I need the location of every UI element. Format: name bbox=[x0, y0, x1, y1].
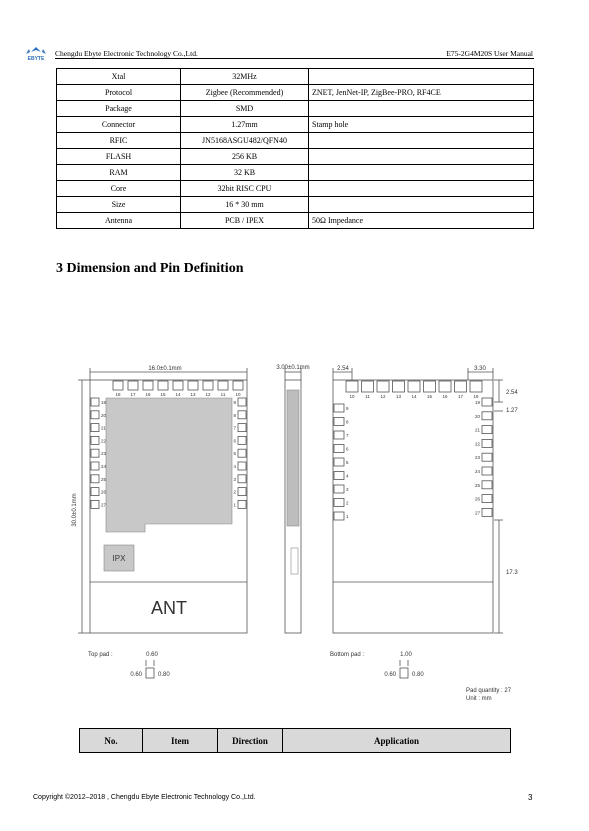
pin-pad bbox=[91, 500, 99, 508]
side-ipex bbox=[291, 548, 298, 574]
pin-number: 18 bbox=[115, 392, 121, 397]
top-view bbox=[72, 366, 247, 633]
pad-details bbox=[88, 652, 512, 702]
pin-pad bbox=[91, 449, 99, 457]
pin-number: 20 bbox=[101, 412, 107, 418]
spec-name: RFIC bbox=[57, 133, 181, 149]
pad-height-right-label: 0.80 bbox=[158, 672, 170, 678]
pin-pad bbox=[91, 475, 99, 483]
pin-number: 16 bbox=[442, 394, 448, 399]
pad-height-left-label: 0.60 bbox=[130, 672, 142, 678]
pin-number: 3 bbox=[233, 476, 236, 482]
col-no: No. bbox=[80, 729, 143, 753]
pin-number: 13 bbox=[190, 392, 196, 397]
pin-number: 17 bbox=[130, 392, 136, 397]
pin-number: 15 bbox=[426, 394, 433, 399]
pin-number: 18 bbox=[473, 394, 479, 399]
pin-pad bbox=[482, 481, 492, 489]
pin-number: 19 bbox=[474, 400, 480, 405]
pin-number: 26 bbox=[474, 496, 480, 502]
spec-name: Size bbox=[57, 197, 181, 213]
pin-pad bbox=[113, 381, 123, 390]
pin-number: 15 bbox=[160, 392, 166, 397]
spec-name: Antenna bbox=[57, 213, 181, 229]
pin-pad bbox=[482, 412, 492, 420]
pin-number: 5 bbox=[346, 460, 349, 465]
pin-pad bbox=[334, 485, 344, 493]
pin-pad bbox=[482, 453, 492, 461]
pin-pad bbox=[91, 398, 99, 406]
pin-number: 22 bbox=[474, 441, 480, 447]
page-number: 3 bbox=[528, 793, 533, 802]
pin-pad bbox=[482, 495, 492, 503]
pin-number: 1 bbox=[346, 514, 349, 519]
pin-pad bbox=[482, 467, 492, 475]
pin-pad bbox=[91, 488, 99, 496]
pin-number: 7 bbox=[233, 425, 236, 431]
spec-name: Connector bbox=[57, 117, 181, 133]
pin-number: 11 bbox=[220, 392, 226, 397]
pin-number: 8 bbox=[346, 419, 349, 425]
pin-number: 16 bbox=[145, 392, 151, 397]
col-direction: Direction bbox=[218, 729, 283, 753]
pad-label: Bottom pad : bbox=[330, 652, 365, 658]
pin-number: 21 bbox=[101, 425, 107, 431]
spec-value: JN5168ASGU482/QFN40 bbox=[181, 133, 309, 149]
pin-pad bbox=[334, 431, 344, 439]
pin-number: 13 bbox=[395, 394, 402, 399]
pin-number: 25 bbox=[101, 476, 107, 482]
logo-text: EBYTE bbox=[27, 56, 45, 61]
pin-pad bbox=[334, 445, 344, 453]
pin-number: 12 bbox=[205, 392, 211, 397]
pin-pad bbox=[233, 381, 243, 390]
pin-pad bbox=[128, 381, 138, 390]
pin-pad bbox=[334, 404, 344, 412]
pad-shape bbox=[400, 668, 408, 678]
pin-pad bbox=[334, 418, 344, 426]
pin-pad bbox=[470, 381, 482, 392]
pin-pad bbox=[238, 475, 246, 483]
pin-pad bbox=[482, 508, 492, 516]
ant-label: ANT bbox=[151, 598, 187, 618]
col-application: Application bbox=[283, 729, 511, 753]
pin-pad bbox=[393, 381, 405, 392]
side-view bbox=[276, 365, 309, 633]
application-table bbox=[79, 728, 511, 753]
spec-name: Package bbox=[57, 101, 181, 117]
pin-pad bbox=[377, 381, 389, 392]
spec-value: 32MHz bbox=[181, 69, 309, 85]
pin-pad bbox=[238, 436, 246, 444]
pin-number: 10 bbox=[235, 392, 241, 397]
pin-number: 9 bbox=[346, 406, 349, 411]
pin-pad bbox=[482, 426, 492, 434]
pin-number: 2 bbox=[346, 500, 349, 506]
pin-number: 20 bbox=[474, 413, 480, 419]
spec-value: 256 KB bbox=[181, 149, 309, 165]
section-title: 3 Dimension and Pin Definition bbox=[56, 261, 244, 276]
pin-number: 6 bbox=[346, 446, 349, 452]
pad-width-label: 1.00 bbox=[400, 652, 412, 658]
bottom-view bbox=[333, 366, 518, 633]
pin-pad bbox=[143, 381, 153, 390]
footer-copyright: Copyright ©2012–2018 , Chengdu Ebyte Electronic Technology Co.,Ltd. bbox=[33, 794, 256, 801]
spec-name: Xtal bbox=[57, 69, 181, 85]
spec-name: FLASH bbox=[57, 149, 181, 165]
pin-pad bbox=[455, 381, 467, 392]
bottom-outline bbox=[333, 380, 493, 633]
unit-label: Unit : mm bbox=[466, 696, 492, 702]
pin-number: 1 bbox=[233, 502, 236, 508]
pin-pad bbox=[334, 458, 344, 466]
spec-note: 50Ω Impedance bbox=[309, 213, 534, 229]
pin-pad bbox=[238, 488, 246, 496]
ipex-label: IPX bbox=[112, 554, 126, 563]
pin-number: 12 bbox=[380, 394, 386, 399]
pin-pad bbox=[424, 381, 436, 392]
pin-number: 5 bbox=[233, 451, 236, 457]
pin-number: 8 bbox=[233, 412, 236, 418]
spec-name: Core bbox=[57, 181, 181, 197]
pin-pad bbox=[334, 472, 344, 480]
right-dim-label: 3.30 bbox=[474, 366, 486, 372]
pin-number: 14 bbox=[175, 392, 181, 397]
pin-pad bbox=[203, 381, 213, 390]
pad-shape bbox=[146, 668, 154, 678]
pad-width-label: 0.60 bbox=[146, 652, 158, 658]
pin-number: 3 bbox=[346, 487, 349, 492]
spec-value: 32 KB bbox=[181, 165, 309, 181]
thickness-dim-label: 3.00±0.1mm bbox=[276, 365, 310, 371]
height-dim-label: 30.0±0.1mm bbox=[72, 493, 78, 527]
pin-pad bbox=[91, 462, 99, 470]
width-dim-label: 16.0±0.1mm bbox=[148, 366, 182, 372]
spec-value: SMD bbox=[181, 101, 309, 117]
pin-number: 23 bbox=[474, 455, 480, 461]
pin-pad bbox=[439, 381, 451, 392]
header-doc-title: E75-2G4M20S User Manual bbox=[446, 49, 533, 58]
pin-number: 7 bbox=[346, 433, 349, 438]
pin-number: 11 bbox=[365, 394, 370, 399]
pin-pad bbox=[238, 398, 246, 406]
spec-note: Stamp hole bbox=[309, 117, 534, 133]
pin-number: 25 bbox=[474, 482, 480, 488]
pin-pad bbox=[362, 381, 374, 392]
pin-number: 17 bbox=[457, 394, 464, 399]
pin-pad bbox=[334, 512, 344, 520]
shield-can bbox=[106, 398, 232, 532]
col-item: Item bbox=[143, 729, 218, 753]
pin-pad bbox=[238, 500, 246, 508]
pin-pad bbox=[482, 439, 492, 447]
pin-number: 4 bbox=[233, 464, 236, 469]
pad-label: Top pad : bbox=[88, 652, 113, 658]
pin-number: 19 bbox=[101, 400, 107, 405]
spec-name: RAM bbox=[57, 165, 181, 181]
pin-number: 14 bbox=[411, 394, 417, 399]
pad-quantity: Pad quantity : 27 bbox=[466, 688, 512, 694]
pin-number: 24 bbox=[101, 464, 107, 469]
pin-pad bbox=[334, 499, 344, 507]
pin-pad bbox=[173, 381, 183, 390]
pin-number: 4 bbox=[346, 473, 349, 479]
pad-height-left-label: 0.60 bbox=[384, 672, 396, 678]
spec-name: Protocol bbox=[57, 85, 181, 101]
pin-pad bbox=[238, 462, 246, 470]
height-dim-label: 17.3 bbox=[506, 570, 518, 576]
side-shield bbox=[287, 390, 299, 526]
pin-pad bbox=[346, 381, 358, 392]
pin-number: 6 bbox=[233, 438, 236, 444]
pin-number: 9 bbox=[233, 400, 236, 405]
application-table-header bbox=[80, 729, 511, 753]
pin-number: 22 bbox=[101, 438, 107, 444]
pad-height-right-label: 0.80 bbox=[412, 672, 424, 678]
pin-pad bbox=[238, 424, 246, 432]
pin-pad bbox=[158, 381, 168, 390]
pin-number: 27 bbox=[474, 510, 480, 516]
pitch-dim-a-label: 2.54 bbox=[506, 390, 518, 396]
pin-number: 10 bbox=[349, 394, 355, 399]
pin-pad bbox=[91, 411, 99, 419]
spec-value: 32bit RISC CPU bbox=[181, 181, 309, 197]
pin-pad bbox=[91, 436, 99, 444]
pin-number: 2 bbox=[233, 489, 236, 495]
spec-value: PCB / IPEX bbox=[181, 213, 309, 229]
pin-pad bbox=[238, 411, 246, 419]
spec-value: 16 * 30 mm bbox=[181, 197, 309, 213]
pin-pad bbox=[482, 398, 492, 406]
header-company: Chengdu Ebyte Electronic Technology Co.,Ltd. bbox=[55, 49, 198, 58]
pin-number: 21 bbox=[474, 427, 480, 433]
spec-note: ZNET, JenNet-IP, ZigBee-PRO, RF4CE bbox=[309, 85, 534, 101]
left-dim-label: 2.54 bbox=[337, 366, 349, 372]
pin-number: 23 bbox=[101, 451, 107, 457]
pin-pad bbox=[188, 381, 198, 390]
pin-number: 24 bbox=[474, 469, 480, 474]
spec-value: Zigbee (Recommended) bbox=[181, 85, 309, 101]
spec-value: 1.27mm bbox=[181, 117, 309, 133]
pitch-dim-b-label: 1.27 bbox=[506, 408, 518, 414]
pin-number: 27 bbox=[101, 502, 107, 508]
pin-pad bbox=[218, 381, 228, 390]
pin-pad bbox=[91, 424, 99, 432]
pin-pad bbox=[408, 381, 420, 392]
pin-number: 26 bbox=[101, 489, 107, 495]
pin-pad bbox=[238, 449, 246, 457]
